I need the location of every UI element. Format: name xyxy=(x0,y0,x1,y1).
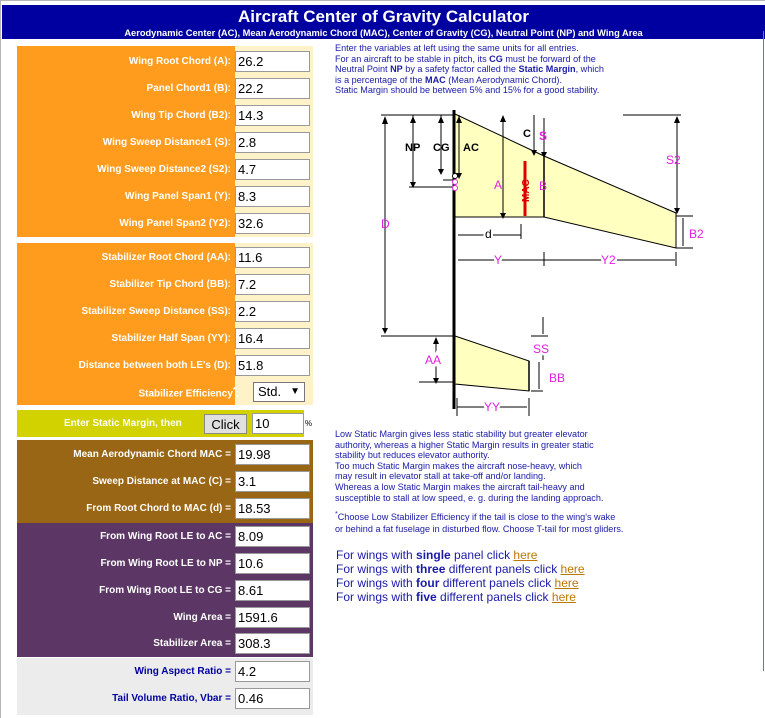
wing-sweep1-input[interactable] xyxy=(235,132,310,153)
le-to-cg-row xyxy=(17,577,313,604)
stab-area-output[interactable] xyxy=(235,633,310,654)
sweep-at-mac-output[interactable] xyxy=(235,471,310,492)
stab-area-row xyxy=(17,630,313,657)
stab-sweep-label: Stabilizer Sweep Distance (SS): xyxy=(81,306,231,317)
aa-label: AA xyxy=(425,353,442,367)
stab-root-chord-row xyxy=(17,244,313,271)
wing-root-chord-label: Wing Root Chord (A): xyxy=(128,56,231,67)
cg-point xyxy=(453,180,458,185)
y2-label: Y2 xyxy=(601,253,616,267)
wing-tip-chord-label: Wing Tip Chord (B2): xyxy=(131,110,231,121)
three-panels-link[interactable]: here xyxy=(560,562,585,576)
link-row-three: For wings with three different panels click here xyxy=(336,562,585,576)
four-panels-link[interactable]: here xyxy=(554,576,579,590)
link-row-four: For wings with four different panels click here xyxy=(336,576,579,590)
wing-sweep1-label: Wing Sweep Distance1 (S): xyxy=(102,137,231,148)
stab-tip-chord-input[interactable] xyxy=(235,274,310,295)
ac-label: AC xyxy=(463,142,479,154)
stabilizer-inputs-panel xyxy=(17,243,313,405)
stabilizer-planform xyxy=(455,336,529,391)
stab-half-span-input[interactable] xyxy=(235,328,310,349)
link-row-five: For wings with five different panels click here xyxy=(336,590,576,604)
wing-span1-label: Wing Panel Span1 (Y): xyxy=(124,191,231,202)
d-small-label: d xyxy=(485,227,492,241)
page-edge-marker xyxy=(763,31,764,671)
intro-text: Enter the variables at left using the same units for all entries. For an aircraft to be stable in pitch, its CG must be forward of the Neutral Point NP by a safety factor called the Static Margin, which is a percentage of the MAC (Mean Aerodynamic Chord). Static Margin should be between 5% and 15% for a good stability. xyxy=(335,43,604,96)
le-distance-label: Distance between both LE's (D): xyxy=(78,360,231,371)
stab-tip-chord-label: Stabilizer Tip Chord (BB): xyxy=(109,279,231,290)
le-to-ac-label: From Wing Root LE to AC = xyxy=(100,531,231,542)
wing-span2-input[interactable] xyxy=(235,213,310,234)
stab-efficiency-select[interactable]: Std. ▼ xyxy=(253,382,305,402)
mac-results-panel xyxy=(17,440,313,523)
le-to-np-label: From Wing Root LE to NP = xyxy=(100,558,231,569)
ac-point xyxy=(453,174,458,179)
static-margin-panel xyxy=(17,410,313,437)
mac-output[interactable] xyxy=(235,444,310,465)
c-label: C xyxy=(523,128,531,140)
wing-area-output[interactable] xyxy=(235,607,310,628)
le-to-ac-row xyxy=(17,523,313,550)
panel-chord1-label: Panel Chord1 (B): xyxy=(146,83,231,94)
stab-sweep-input[interactable] xyxy=(235,301,310,322)
aspect-ratio-output[interactable] xyxy=(235,661,310,682)
five-panels-link[interactable]: here xyxy=(551,590,576,604)
wing-inputs-panel xyxy=(17,46,313,237)
le-distance-input[interactable] xyxy=(235,355,310,376)
sweep-at-mac-row xyxy=(17,468,313,495)
static-margin-explanation: Low Static Margin gives less static stability but greater elevator authority, whereas a higher Static Margin results in greater static stability but reduces elevator authority. Too much Static Margin makes the aircraft nose-heavy, which may result in elevator stall at take-off and/or landing. Whereas a low Static Margin makes the aircraft tail-heavy and susceptible to stall at low speed, e. g. during the landing approach. xyxy=(335,429,604,503)
le-to-cg-label: From Wing Root LE to CG = xyxy=(99,585,231,596)
mac-label: MAC xyxy=(521,179,532,202)
page-subtitle: Aerodynamic Center (AC), Mean Aerodynamic Chord (MAC), Center of Gravity (CG), Neutral Point (NP) and Wing Area xyxy=(124,28,643,38)
stab-sweep-row xyxy=(17,298,313,325)
wing-sweep1-row xyxy=(17,129,313,156)
d-big-label: D xyxy=(381,217,390,231)
calculate-button[interactable]: Click xyxy=(204,414,247,434)
s-label: S xyxy=(539,129,548,143)
percent-unit: % xyxy=(304,410,313,437)
s2-label: S2 xyxy=(666,153,681,167)
tail-volume-output[interactable] xyxy=(235,688,310,709)
wing-geometry-diagram xyxy=(363,104,713,422)
y-label: Y xyxy=(494,253,503,267)
a-label: A xyxy=(494,178,503,192)
link-row-single: For wings with single panel click here xyxy=(336,548,538,562)
cg-label: CG xyxy=(433,142,450,154)
wing-span2-row xyxy=(17,210,313,237)
aspect-ratio-row xyxy=(17,658,313,685)
le-to-np-output[interactable] xyxy=(235,553,310,574)
le-distance-row xyxy=(17,352,313,379)
wing-sweep2-label: Wing Sweep Distance2 (S2): xyxy=(97,164,231,175)
root-to-mac-label: From Root Chord to MAC (d) = xyxy=(86,503,231,514)
stab-half-span-row xyxy=(17,325,313,352)
tail-volume-row xyxy=(17,685,313,712)
root-to-mac-output[interactable] xyxy=(235,498,310,519)
stab-root-chord-label: Stabilizer Root Chord (AA): xyxy=(101,252,231,263)
ratio-results-panel xyxy=(17,658,313,715)
stab-tip-chord-row xyxy=(17,271,313,298)
np-label: NP xyxy=(405,142,421,154)
wing-tip-chord-input[interactable] xyxy=(235,105,310,126)
single-panel-link[interactable]: here xyxy=(513,548,538,562)
efficiency-note: *Choose Low Stabilizer Efficiency if the tail is close to the wing's wake or behind a fat fuselage in disturbed flow. Choose T-tail for most gliders. xyxy=(335,511,624,535)
stab-efficiency-label: Stabilizer Efficiency*: xyxy=(138,387,239,400)
static-margin-input[interactable] xyxy=(252,413,304,434)
sweep-at-mac-label: Sweep Distance at MAC (C) = xyxy=(92,476,231,487)
wing-sweep2-row xyxy=(17,156,313,183)
header-bar xyxy=(2,5,765,39)
bb-label: BB xyxy=(549,371,566,385)
b-label: B xyxy=(539,179,548,193)
stab-half-span-label: Stabilizer Half Span (YY): xyxy=(111,333,231,344)
wing-sweep2-input[interactable] xyxy=(235,159,310,180)
wing-tip-chord-row xyxy=(17,102,313,129)
le-to-cg-output[interactable] xyxy=(235,580,310,601)
wing-span1-input[interactable] xyxy=(235,186,310,207)
le-to-np-row xyxy=(17,550,313,577)
wing-panel-links xyxy=(336,548,585,604)
chevron-down-icon: ▼ xyxy=(290,386,300,397)
mac-row xyxy=(17,441,313,468)
wing-root-chord-input[interactable] xyxy=(235,51,310,72)
wing-span2-label: Wing Panel Span2 (Y2): xyxy=(119,218,231,229)
np-point xyxy=(453,186,458,191)
static-margin-label: Enter Static Margin, then xyxy=(64,418,182,429)
le-to-ac-output[interactable] xyxy=(235,526,310,547)
aspect-ratio-label: Wing Aspect Ratio = xyxy=(134,666,231,677)
wing-area-row xyxy=(17,604,313,631)
stab-root-chord-input[interactable] xyxy=(235,247,310,268)
wing-root-chord-row xyxy=(17,48,313,75)
mac-label: Mean Aerodynamic Chord MAC = xyxy=(73,449,231,460)
tail-volume-label: Tail Volume Ratio, Vbar = xyxy=(112,693,231,704)
panel-chord1-input[interactable] xyxy=(235,78,310,99)
ss-label: SS xyxy=(533,342,550,356)
page-title: Aircraft Center of Gravity Calculator xyxy=(238,7,529,26)
stab-efficiency-row xyxy=(17,377,313,404)
yy-label: YY xyxy=(484,400,501,414)
stab-area-label: Stabilizer Area = xyxy=(153,638,231,649)
wing-area-label: Wing Area = xyxy=(173,612,231,623)
cg-results-panel xyxy=(17,523,313,657)
b2-label: B2 xyxy=(689,227,704,241)
wing-span1-row xyxy=(17,183,313,210)
root-to-mac-row xyxy=(17,495,313,522)
panel-chord1-row xyxy=(17,75,313,102)
